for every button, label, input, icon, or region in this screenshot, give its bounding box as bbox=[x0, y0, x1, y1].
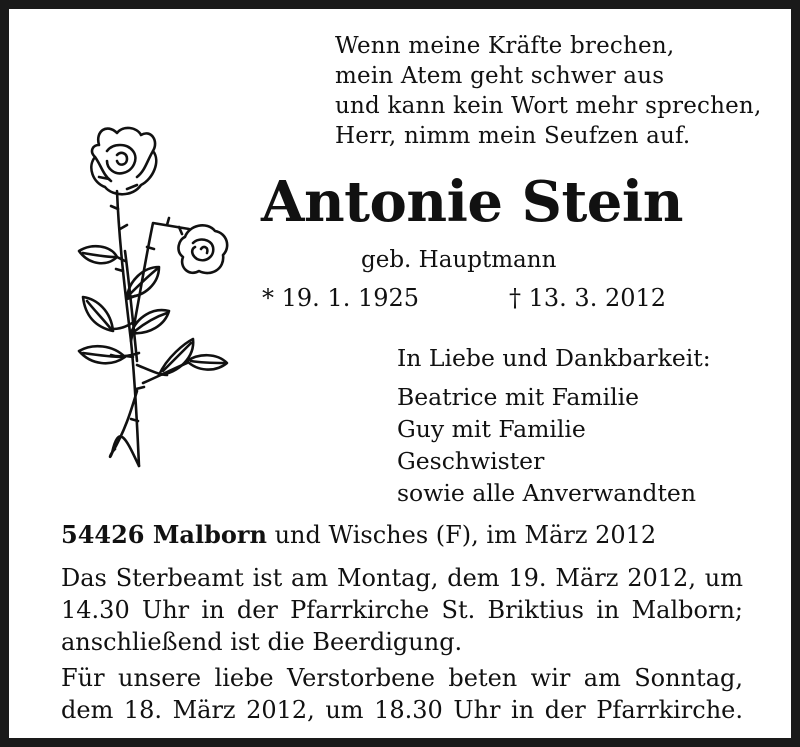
poem-line: Wenn meine Kräfte brechen, bbox=[335, 33, 675, 59]
poem-line: Herr, nimm mein Seufzen auf. bbox=[335, 123, 691, 149]
mourner: Geschwister bbox=[397, 447, 545, 475]
prayer-info bbox=[61, 662, 743, 726]
mourner: Guy mit Familie bbox=[397, 415, 586, 443]
poem bbox=[335, 31, 761, 151]
mourner: Beatrice mit Familie bbox=[397, 383, 640, 411]
funeral-info bbox=[61, 562, 743, 658]
place-date: und Wisches (F), im März 2012 bbox=[266, 521, 657, 549]
death-date: † 13. 3. 2012 bbox=[509, 284, 667, 312]
birth-date: * 19. 1. 1925 bbox=[262, 284, 420, 312]
funeral-info-line: anschließend ist die Beerdigung. bbox=[61, 628, 463, 656]
poem-line: und kann kein Wort mehr sprechen, bbox=[335, 93, 762, 119]
poem-line: mein Atem geht schwer aus bbox=[335, 63, 665, 89]
deceased-name: Antonie Stein bbox=[261, 169, 683, 235]
funeral-info-line: 14.30 Uhr in der Pfarrkirche St. Briktius in Malborn; bbox=[61, 596, 743, 624]
mourner: sowie alle Anverwandten bbox=[397, 479, 696, 507]
birth-name: geb. Hauptmann bbox=[361, 247, 557, 273]
funeral-info-line: Das Sterbeamt ist am Montag, dem 19. März 2012, um bbox=[61, 564, 743, 592]
prayer-info-line: Für unsere liebe Verstorbene beten wir am Sonntag, bbox=[61, 664, 743, 692]
rose-drawing bbox=[67, 121, 242, 473]
mourners-list bbox=[397, 342, 711, 509]
mourners-intro: In Liebe und Dankbarkeit: bbox=[397, 344, 711, 372]
place-name: 54426 Malborn bbox=[61, 520, 267, 549]
prayer-info-line: dem 18. März 2012, um 18.30 Uhr in der Pfarrkirche. bbox=[61, 696, 743, 724]
place-date-line bbox=[61, 520, 656, 549]
